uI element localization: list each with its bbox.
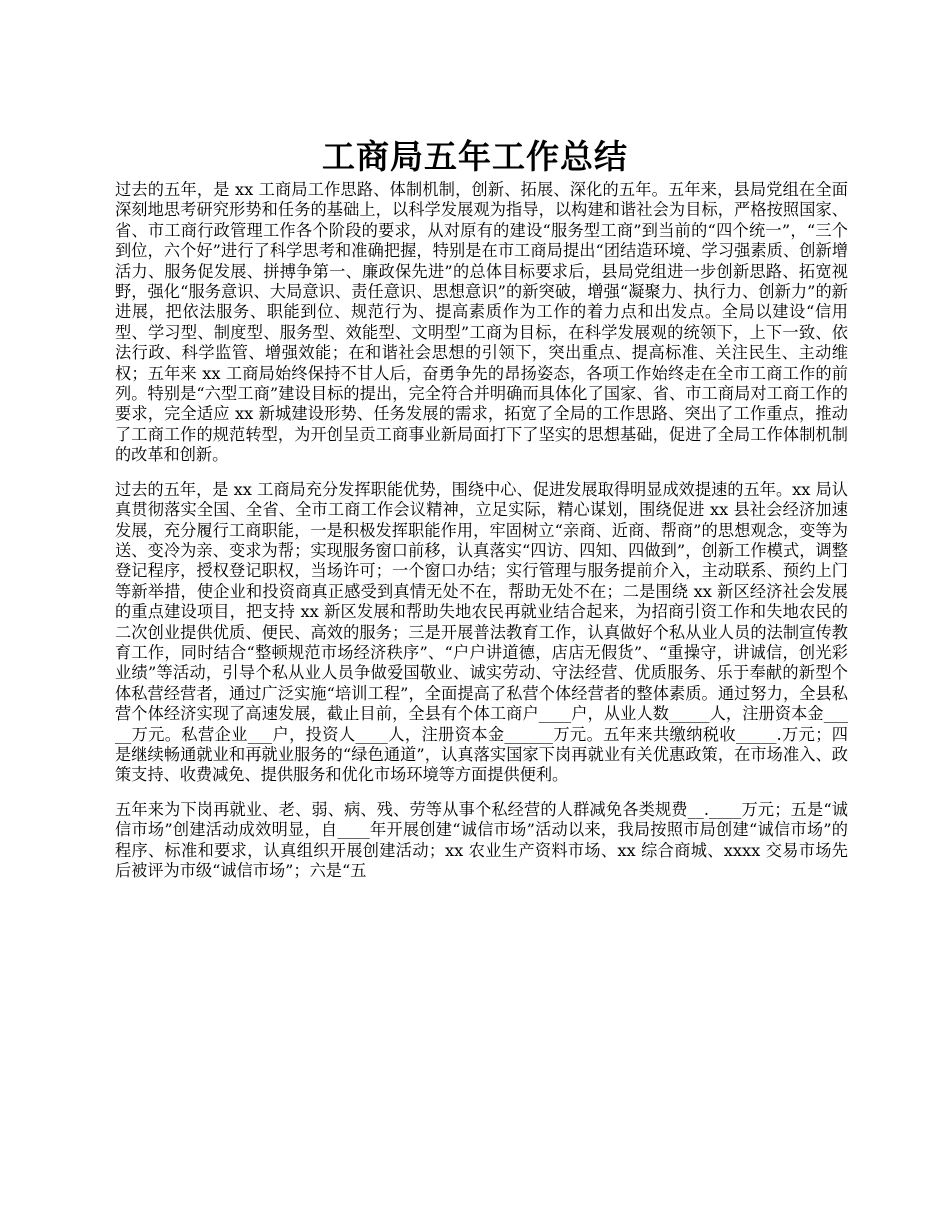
paragraph-3: 五年来为下岗再就业、老、弱、病、残、劳等从事个私经营的人群减免各类规费__.____万元；五是“诚信市场”创建活动成效明显，自____年开展创建“诚信市场”活动以来，我局按照市局创建“诚信市场”的程序、标准和要求，认真组织开展创建活动；xx 农业生产资料市场、xx 综合商城、xxxx 交易市场先后被评为市级“诚信市场”；六是“五 xyxy=(115,799,848,880)
paragraph-1: 过去的五年，是 xx 工商局工作思路、体制机制，创新、拓展、深化的五年。五年来，县局党组在全面深刻地思考研究形势和任务的基础上，以科学发展观为指导，以构建和谐社会为目标，严格按照国家、省、市工商行政管理工作各个阶段的要求，从对原有的建设“服务型工商”到当前的“四个统一”，“三个到位，六个好”进行了科学思考和准确把握，特别是在市工商局提出“团结造环境、学习强素质、创新增活力、服务促发展、拼搏争第一、廉政保先进”的总体目标要求后，县局党组进一步创新思路、拓宽视野，强化“服务意识、大局意识、责任意识、思想意识”的新突破，增强“凝聚力、执行力、创新力”的新进展，把依法服务、职能到位、规范行为、提高素质作为工作的着力点和出发点。全局以建设“信用型、学习型、制度型、服务型、效能型、文明型”工商为目标，在科学发展观的统领下，上下一致、依法行政、科学监管、增强效能；在和谐社会思想的引领下，突出重点、提高标准、关注民生、主动维权；五年来 xx 工商局始终保持不甘人后，奋勇争先的昂扬姿态，各项工作始终走在全市工商工作的前列。特别是“六型工商”建设目标的提出，完全符合并明确而具体化了国家、省、市工商局对工商工作的要求，完全适应 xx 新城建设形势、任务发展的需求，拓宽了全局的工作思路、突出了工作重点，推动了工商工作的规范转型，为开创呈贡工商事业新局面打下了坚实的思想基础，促进了全局工作体制机制的改革和创新。 xyxy=(115,180,848,465)
paragraph-2: 过去的五年，是 xx 工商局充分发挥职能优势，围绕中心、促进发展取得明显成效提速的五年。xx 局认真贯彻落实全国、全省、全市工商工作会议精神，立足实际，精心谋划，围绕促进 xx 县社会经济加速发展，充分履行工商职能，一是积极发挥职能作用，牢固树立“亲商、近商、帮商”的思想观念，变等为送、变冷为亲、变求为帮；实现服务窗口前移，认真落实“四访、四知、四做到”，创新工作模式，调整登记程序，授权登记职权，当场许可；一个窗口办结；实行管理与服务提前介入，主动联系、预约上门等新举措，使企业和投资商真正感受到真情无处不在，帮助无处不在；二是围绕 xx 新区经济社会发展的重点建设项目，把支持 xx 新区发展和帮助失地农民再就业结合起来，为招商引资工作和失地农民的二次创业提供优质、便民、高效的服务；三是开展普法教育工作，认真做好个私从业人员的法制宣传教育工作，同时结合“整顿规范市场经济秩序”、“户户讲道德，店店无假货”、“重操守，讲诚信，创光彩业绩”等活动，引导个私从业人员争做爱国敬业、诚实劳动、守法经营、优质服务、乐于奉献的新型个体私营经营者，通过广泛实施“培训工程”，全面提高了私营个体经营者的整体素质。通过努力，全县私营个体经济实现了高速发展，截止目前，全县有个体工商户____户，从业人数_____人，注册资本金_____万元。私营企业___户，投资人____人，注册资本金______万元。五年来共缴纳税收_____.万元；四是继续畅通就业和再就业服务的“绿色通道”，认真落实国家下岗再就业有关优惠政策，在市场准入、政策支持、收费减免、提供服务和优化市场环境等方面提供便利。 xyxy=(115,479,848,785)
page-title: 工商局五年工作总结 xyxy=(322,137,628,177)
document-body xyxy=(115,180,848,895)
